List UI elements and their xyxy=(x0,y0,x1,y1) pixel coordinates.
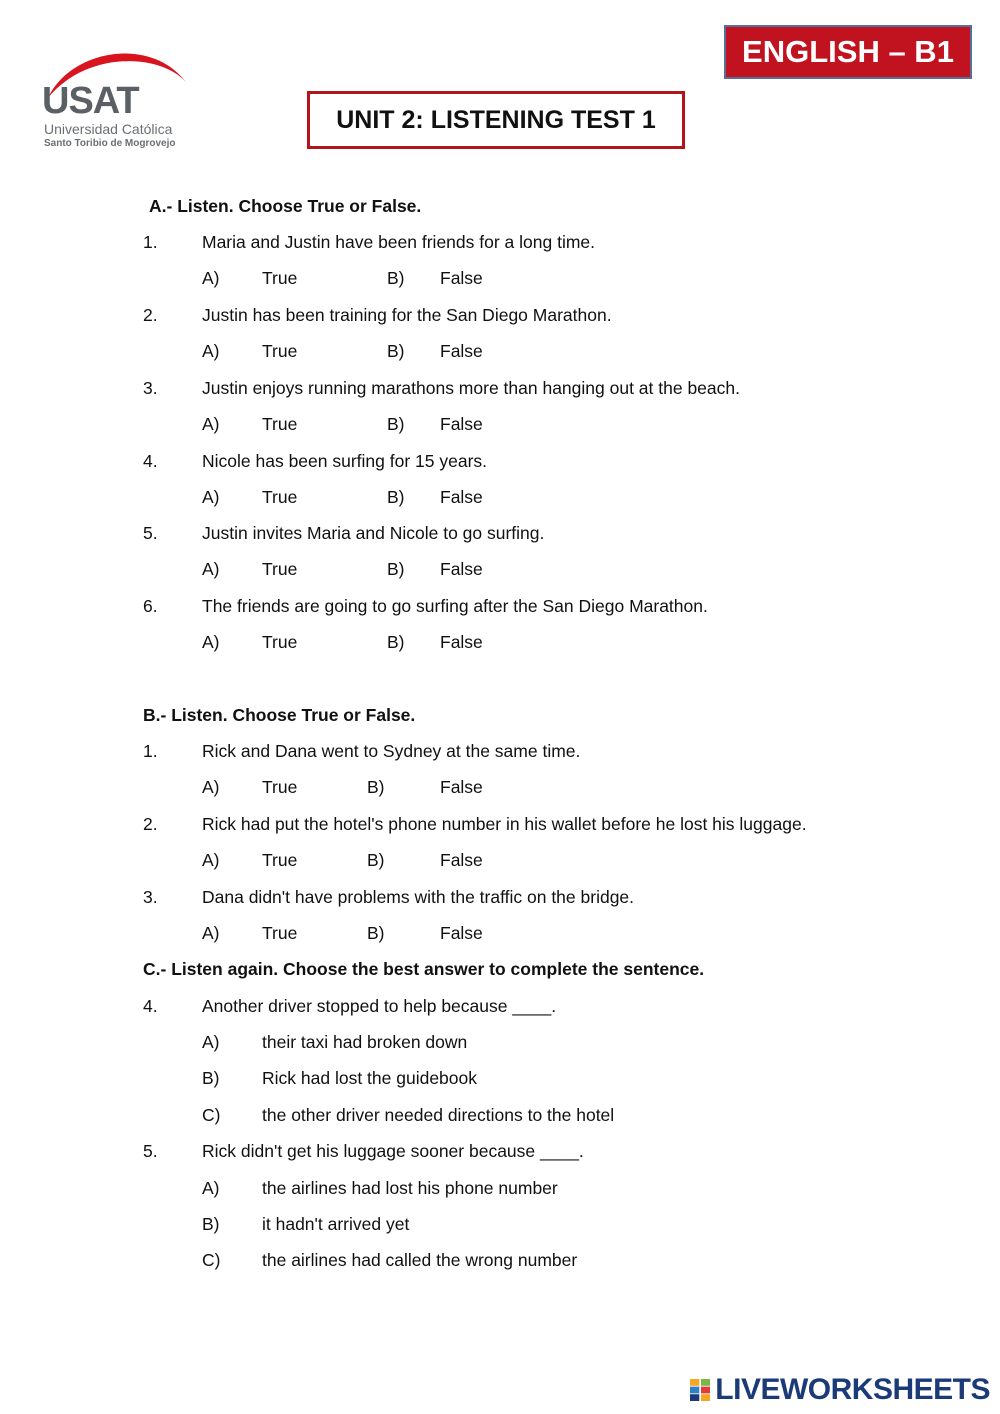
option-a-text[interactable]: their taxi had broken down xyxy=(262,1032,468,1052)
question-number: 3. xyxy=(143,378,158,398)
question-number: 3. xyxy=(143,887,158,907)
option-a-letter[interactable]: A) xyxy=(202,850,220,870)
option-a-letter[interactable]: A) xyxy=(202,341,220,361)
logo-name: USAT xyxy=(42,80,139,122)
option-b-letter[interactable]: B) xyxy=(202,1214,220,1234)
page-title: UNIT 2: LISTENING TEST 1 xyxy=(307,91,685,149)
option-b-letter[interactable]: B) xyxy=(387,341,405,361)
option-a-letter[interactable]: A) xyxy=(202,1032,220,1052)
option-a-letter[interactable]: A) xyxy=(202,777,220,797)
question-text: Dana didn't have problems with the traffic on the bridge. xyxy=(202,887,635,907)
question-text: Justin enjoys running marathons more than hanging out at the beach. xyxy=(202,378,740,398)
question-text: Nicole has been surfing for 15 years. xyxy=(202,451,488,471)
option-b-letter[interactable]: B) xyxy=(367,850,385,870)
option-a-letter[interactable]: A) xyxy=(202,268,220,288)
option-a-letter[interactable]: A) xyxy=(202,923,220,943)
question-number: 2. xyxy=(143,305,158,325)
liveworksheets-logo xyxy=(690,1374,990,1406)
option-c-letter[interactable]: C) xyxy=(202,1105,221,1125)
option-c-text[interactable]: the other driver needed directions to the hotel xyxy=(262,1105,615,1125)
question-number: 2. xyxy=(143,814,158,834)
question-text: Justin invites Maria and Nicole to go surfing. xyxy=(202,523,545,543)
section-c-heading: C.- Listen again. Choose the best answer to complete the sentence. xyxy=(143,959,705,979)
liveworksheets-text: LIVEWORKSHEETS xyxy=(715,1373,990,1406)
question-text: The friends are going to go surfing after the San Diego Marathon. xyxy=(202,596,708,616)
option-b-text[interactable]: False xyxy=(440,559,483,579)
option-a-text[interactable]: True xyxy=(262,341,298,361)
option-a-text[interactable]: True xyxy=(262,923,298,943)
option-b-text[interactable]: it hadn't arrived yet xyxy=(262,1214,410,1234)
option-a-letter[interactable]: A) xyxy=(202,559,220,579)
option-b-text[interactable]: False xyxy=(440,850,483,870)
question-number: 1. xyxy=(143,232,158,252)
option-a-text[interactable]: True xyxy=(262,414,298,434)
option-b-text[interactable]: Rick had lost the guidebook xyxy=(262,1068,477,1088)
option-a-text[interactable]: True xyxy=(262,268,298,288)
question-text: Another driver stopped to help because ____. xyxy=(202,996,557,1016)
option-b-letter[interactable]: B) xyxy=(367,923,385,943)
question-number: 6. xyxy=(143,596,158,616)
option-b-text[interactable]: False xyxy=(440,268,483,288)
option-b-letter[interactable]: B) xyxy=(387,487,405,507)
option-b-letter[interactable]: B) xyxy=(387,632,405,652)
question-text: Maria and Justin have been friends for a long time. xyxy=(202,232,595,252)
question-number: 5. xyxy=(143,1141,158,1161)
section-b-heading: B.- Listen. Choose True or False. xyxy=(143,705,416,725)
logo-university: Universidad Católica xyxy=(44,121,173,137)
option-a-text[interactable]: True xyxy=(262,559,298,579)
question-text: Rick had put the hotel's phone number in his wallet before he lost his luggage. xyxy=(202,814,807,834)
option-b-letter[interactable]: B) xyxy=(387,268,405,288)
option-a-text[interactable]: True xyxy=(262,850,298,870)
question-text: Rick and Dana went to Sydney at the same time. xyxy=(202,741,581,761)
option-b-text[interactable]: False xyxy=(440,777,483,797)
question-text: Rick didn't get his luggage sooner because ____. xyxy=(202,1141,584,1161)
option-b-text[interactable]: False xyxy=(440,414,483,434)
option-b-letter[interactable]: B) xyxy=(387,414,405,434)
option-b-letter[interactable]: B) xyxy=(367,777,385,797)
question-number: 5. xyxy=(143,523,158,543)
liveworksheets-blocks-icon xyxy=(690,1377,710,1403)
option-c-letter[interactable]: C) xyxy=(202,1250,221,1270)
option-a-letter[interactable]: A) xyxy=(202,632,220,652)
section-a-heading: A.- Listen. Choose True or False. xyxy=(149,196,422,216)
option-b-text[interactable]: False xyxy=(440,341,483,361)
question-text: Justin has been training for the San Diego Marathon. xyxy=(202,305,612,325)
option-b-letter[interactable]: B) xyxy=(202,1068,220,1088)
option-a-letter[interactable]: A) xyxy=(202,414,220,434)
usat-logo xyxy=(40,40,190,152)
option-b-text[interactable]: False xyxy=(440,923,483,943)
logo-subtitle: Santo Toribio de Mogrovejo xyxy=(44,138,176,149)
question-number: 4. xyxy=(143,996,158,1016)
question-number: 1. xyxy=(143,741,158,761)
level-badge: ENGLISH – B1 xyxy=(724,25,972,79)
option-a-letter[interactable]: A) xyxy=(202,487,220,507)
option-a-text[interactable]: True xyxy=(262,487,298,507)
option-a-text[interactable]: True xyxy=(262,632,298,652)
option-b-letter[interactable]: B) xyxy=(387,559,405,579)
option-b-text[interactable]: False xyxy=(440,487,483,507)
option-b-text[interactable]: False xyxy=(440,632,483,652)
option-a-text[interactable]: the airlines had lost his phone number xyxy=(262,1178,558,1198)
question-number: 4. xyxy=(143,451,158,471)
option-c-text[interactable]: the airlines had called the wrong number xyxy=(262,1250,578,1270)
option-a-text[interactable]: True xyxy=(262,777,298,797)
option-a-letter[interactable]: A) xyxy=(202,1178,220,1198)
